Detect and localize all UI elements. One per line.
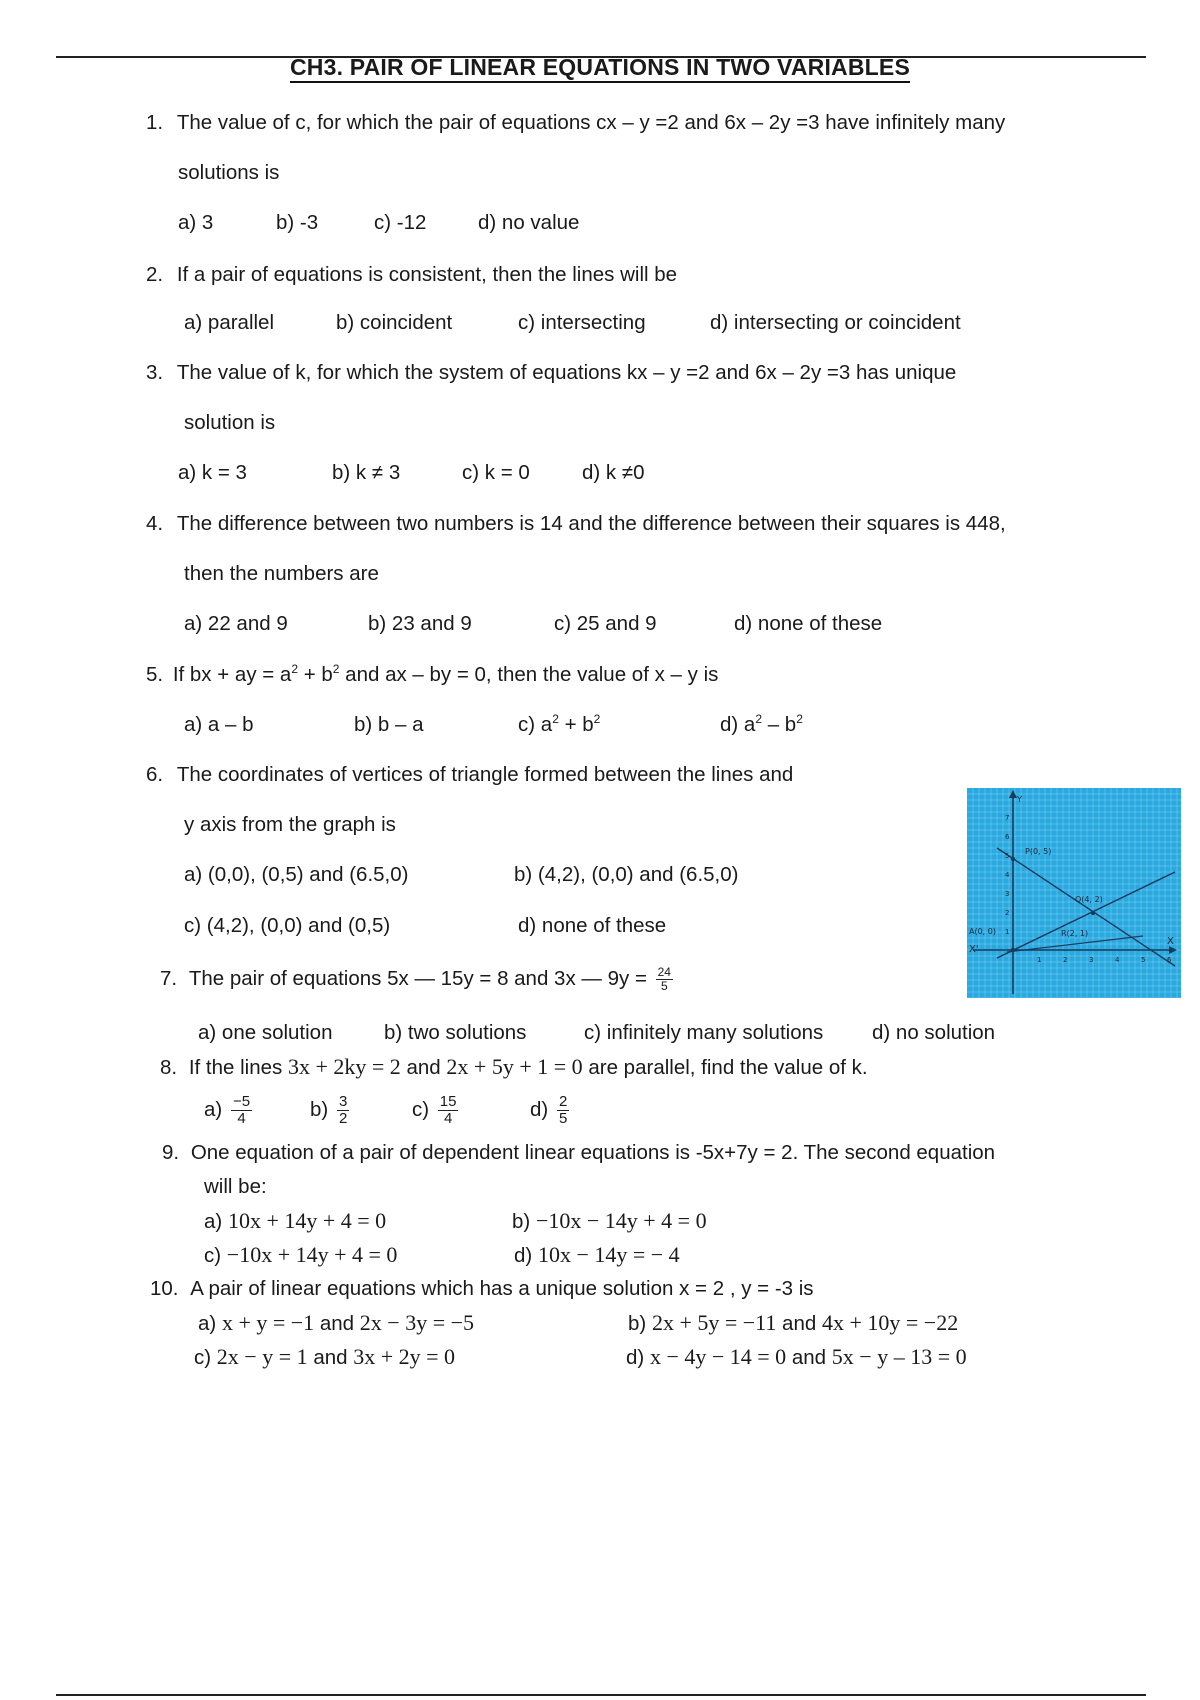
q8-option-c[interactable] bbox=[412, 1094, 458, 1127]
q7-option-c[interactable]: c) infinitely many solutions bbox=[584, 1021, 824, 1044]
q5-option-c-pre: c) a bbox=[518, 713, 553, 736]
q4-text bbox=[146, 511, 1006, 537]
q3-number: 3. bbox=[146, 361, 164, 384]
q2-line1: If a pair of equations is consistent, then the lines will be bbox=[176, 263, 678, 286]
graph-label-x-prime: X' bbox=[969, 944, 979, 955]
q9-option-a-label: a) bbox=[204, 1210, 223, 1233]
q8-post: are parallel, find the value of k. bbox=[588, 1056, 868, 1079]
q8-number: 8. bbox=[160, 1056, 178, 1079]
graph-x-tick-label: 6 bbox=[1167, 956, 1172, 964]
q8-option-a-num: −5 bbox=[232, 1093, 251, 1110]
q10-option-c-label: c) bbox=[194, 1346, 212, 1369]
q2-text bbox=[146, 262, 677, 288]
q9-option-d-label: d) bbox=[514, 1244, 533, 1267]
q9-line2: will be: bbox=[204, 1175, 267, 1198]
q8-option-d-num: 2 bbox=[558, 1093, 568, 1110]
q9-option-b-eq: −10x − 14y + 4 = 0 bbox=[535, 1208, 707, 1233]
graph-x-tick-label: 3 bbox=[1089, 956, 1094, 964]
q7-fraction-num: 24 bbox=[657, 965, 671, 980]
q1-option-c[interactable]: c) -12 bbox=[374, 211, 427, 234]
q2-number: 2. bbox=[146, 263, 164, 286]
q2-option-c[interactable]: c) intersecting bbox=[518, 311, 646, 334]
q8-option-b-frac bbox=[337, 1094, 349, 1127]
graph-y-tick-label: 2 bbox=[1005, 909, 1010, 917]
q2-option-a[interactable]: a) parallel bbox=[184, 311, 275, 334]
q9-number: 9. bbox=[162, 1141, 180, 1164]
graph-x-tick-label: 5 bbox=[1141, 956, 1146, 964]
q10-line1: A pair of linear equations which has a unique solution x = 2 , y = -3 is bbox=[190, 1277, 814, 1300]
q10-option-a-eq2: 2x − 3y = −5 bbox=[359, 1310, 475, 1335]
q10-option-d-label: d) bbox=[626, 1346, 645, 1369]
q8-text bbox=[160, 1054, 868, 1081]
q9-option-d[interactable] bbox=[514, 1242, 680, 1269]
q8-option-d[interactable] bbox=[530, 1094, 569, 1127]
q6-graph bbox=[967, 788, 1181, 998]
q4-option-b[interactable]: b) 23 and 9 bbox=[368, 612, 472, 635]
graph-label-y: Y bbox=[1017, 795, 1022, 804]
q5-post: and ax – by = 0, then the value of x – y is bbox=[339, 663, 719, 686]
q7-option-a[interactable]: a) one solution bbox=[198, 1021, 333, 1044]
q5-option-d-sup2: 2 bbox=[796, 712, 803, 726]
q9-option-a[interactable] bbox=[204, 1208, 386, 1235]
q10-option-c-eq2: 3x + 2y = 0 bbox=[353, 1344, 456, 1369]
bottom-rule bbox=[56, 1694, 1146, 1696]
q3-option-c[interactable]: c) k = 0 bbox=[462, 461, 530, 484]
q8-option-c-den: 4 bbox=[443, 1110, 453, 1127]
q10-option-a-label: a) bbox=[198, 1312, 217, 1335]
q7-option-b[interactable]: b) two solutions bbox=[384, 1021, 527, 1044]
q10-option-b-eq2: 4x + 10y = −22 bbox=[821, 1310, 959, 1335]
q6-option-b[interactable]: b) (4,2), (0,0) and (6.5,0) bbox=[514, 863, 739, 886]
q8-option-c-label: c) bbox=[412, 1097, 430, 1121]
q2-option-d[interactable]: d) intersecting or coincident bbox=[710, 311, 961, 334]
q10-option-d[interactable] bbox=[626, 1344, 967, 1371]
q10-option-a[interactable] bbox=[198, 1310, 474, 1337]
q6-line1: The coordinates of vertices of triangle formed between the lines and bbox=[176, 763, 794, 786]
q10-option-b-eq1: 2x + 5y = −11 bbox=[651, 1310, 777, 1335]
q5-sup2: 2 bbox=[332, 662, 340, 676]
q5-option-c[interactable] bbox=[518, 712, 600, 738]
q9-option-d-eq: 10x − 14y = − 4 bbox=[537, 1242, 680, 1267]
q10-option-d-eq2: 5x − y – 13 = 0 bbox=[831, 1344, 967, 1369]
q5-mid: + b bbox=[298, 663, 333, 686]
q4-option-a[interactable]: a) 22 and 9 bbox=[184, 612, 288, 635]
q9-option-a-eq: 10x + 14y + 4 = 0 bbox=[227, 1208, 387, 1233]
graph-x-tick-label: 4 bbox=[1115, 956, 1120, 964]
q5-option-d-mid: – b bbox=[762, 713, 797, 736]
q4-line1: The difference between two numbers is 14 and the difference between their squares is 448, bbox=[176, 512, 1006, 535]
q10-option-d-eq1: x − 4y − 14 = 0 bbox=[649, 1344, 787, 1369]
q4-option-c[interactable]: c) 25 and 9 bbox=[554, 612, 657, 635]
q8-option-d-den: 5 bbox=[558, 1110, 568, 1127]
page-title: CH3. PAIR OF LINEAR EQUATIONS IN TWO VARIABLES bbox=[0, 54, 1200, 81]
q9-option-c-label: c) bbox=[204, 1244, 222, 1267]
q8-option-a-label: a) bbox=[204, 1097, 223, 1121]
q9-option-b[interactable] bbox=[512, 1208, 707, 1235]
graph-background bbox=[967, 788, 1181, 998]
graph-x-tick-label: 1 bbox=[1037, 956, 1042, 964]
q10-number: 10. bbox=[150, 1277, 179, 1300]
q5-option-d-sup1: 2 bbox=[755, 712, 763, 726]
q5-option-c-sup2: 2 bbox=[593, 712, 601, 726]
graph-label-x: X bbox=[1167, 936, 1174, 947]
q9-option-b-label: b) bbox=[512, 1210, 531, 1233]
q10-option-c[interactable] bbox=[194, 1344, 455, 1371]
q7-text bbox=[160, 966, 673, 993]
q7-number: 7. bbox=[160, 967, 178, 990]
graph-point-a bbox=[1011, 948, 1015, 952]
q1-option-b[interactable]: b) -3 bbox=[276, 211, 319, 234]
q1-line2: solutions is bbox=[178, 161, 280, 184]
q5-option-c-mid: + b bbox=[558, 713, 594, 736]
q8-option-c-frac bbox=[438, 1094, 459, 1127]
q6-text bbox=[146, 762, 793, 788]
q3-option-a[interactable]: a) k = 3 bbox=[178, 461, 247, 484]
q10-option-a-eq1: x + y = −1 bbox=[221, 1310, 315, 1335]
graph-y-tick-label: 6 bbox=[1005, 833, 1010, 841]
q10-option-b[interactable] bbox=[628, 1310, 958, 1337]
q3-text bbox=[146, 360, 956, 386]
graph-label-q: Q(4, 2) bbox=[1075, 895, 1103, 904]
q1-number: 1. bbox=[146, 111, 164, 134]
q5-option-d-pre: d) a bbox=[720, 713, 756, 736]
q3-line2: solution is bbox=[184, 411, 276, 434]
q8-pre: If the lines bbox=[188, 1056, 283, 1079]
q6-option-d[interactable]: d) none of these bbox=[518, 914, 667, 937]
q5-option-d[interactable] bbox=[720, 712, 803, 738]
graph-label-p: P(0, 5) bbox=[1025, 847, 1052, 856]
q5-pre: If bx + ay = a bbox=[172, 663, 292, 686]
graph-point-p bbox=[1011, 857, 1015, 861]
q5-option-b[interactable]: b) b – a bbox=[354, 713, 424, 736]
q6-option-a[interactable]: a) (0,0), (0,5) and (6.5,0) bbox=[184, 863, 409, 886]
q1-text bbox=[146, 110, 1005, 136]
q4-number: 4. bbox=[146, 512, 164, 535]
q6-option-c[interactable]: c) (4,2), (0,0) and (0,5) bbox=[184, 914, 391, 937]
q9-text bbox=[162, 1140, 995, 1166]
q10-option-b-and: and bbox=[782, 1312, 817, 1335]
q8-option-a-den: 4 bbox=[237, 1110, 246, 1127]
graph-y-tick-label: 3 bbox=[1005, 890, 1010, 898]
graph-label-r: R(2, 1) bbox=[1061, 929, 1089, 938]
q7-fraction-den: 5 bbox=[660, 979, 668, 994]
q8-option-d-label: d) bbox=[530, 1097, 549, 1121]
q8-option-b-den: 2 bbox=[338, 1110, 348, 1127]
q5-sup1: 2 bbox=[291, 662, 299, 676]
q8-option-a[interactable] bbox=[204, 1094, 252, 1127]
graph-y-tick-label: 4 bbox=[1005, 871, 1010, 879]
q6-number: 6. bbox=[146, 763, 164, 786]
q8-and: and bbox=[406, 1056, 441, 1079]
q10-option-a-and: and bbox=[319, 1312, 355, 1335]
q8-option-c-num: 15 bbox=[439, 1093, 457, 1110]
q1-line1: The value of c, for which the pair of equations cx – y =2 and 6x – 2y =3 have infinitely many bbox=[176, 111, 1006, 134]
q8-eq1: 3x + 2ky = 2 bbox=[287, 1054, 401, 1079]
q8-option-b[interactable] bbox=[310, 1094, 349, 1127]
q10-option-d-and: and bbox=[791, 1346, 827, 1369]
q8-option-a-frac bbox=[231, 1094, 252, 1127]
q5-number: 5. bbox=[146, 663, 164, 686]
q7-fraction bbox=[656, 966, 673, 993]
graph-x-tick-label: 2 bbox=[1063, 956, 1068, 964]
graph-y-tick-label: 1 bbox=[1005, 928, 1010, 936]
q3-line1: The value of k, for which the system of equations kx – y =2 and 6x – 2y =3 has unique bbox=[176, 361, 957, 384]
q7-option-d[interactable]: d) no solution bbox=[872, 1021, 996, 1044]
q10-option-b-label: b) bbox=[628, 1312, 647, 1335]
q4-line2: then the numbers are bbox=[184, 562, 379, 585]
q5-option-a[interactable]: a) a – b bbox=[184, 713, 254, 736]
graph-y-tick-label: 5 bbox=[1005, 852, 1010, 860]
q9-option-c[interactable] bbox=[204, 1242, 397, 1269]
q9-option-c-eq: −10x + 14y + 4 = 0 bbox=[226, 1242, 398, 1267]
q1-option-d[interactable]: d) no value bbox=[478, 211, 580, 234]
q5-option-c-sup1: 2 bbox=[552, 712, 559, 726]
q3-option-b[interactable]: b) k ≠ 3 bbox=[332, 461, 401, 484]
q2-option-b[interactable]: b) coincident bbox=[336, 311, 453, 334]
q10-option-c-and: and bbox=[313, 1346, 348, 1369]
q8-option-b-label: b) bbox=[310, 1097, 329, 1121]
q4-option-d[interactable]: d) none of these bbox=[734, 612, 883, 635]
graph-label-a: A(0, 0) bbox=[969, 927, 996, 936]
q8-option-d-frac bbox=[557, 1094, 569, 1127]
q9-line1: One equation of a pair of dependent linear equations is -5x+7y = 2. The second equation bbox=[190, 1141, 996, 1164]
q10-text bbox=[150, 1276, 814, 1302]
q3-option-d[interactable]: d) k ≠0 bbox=[582, 461, 645, 484]
q8-option-b-num: 3 bbox=[338, 1093, 348, 1110]
graph-point-q bbox=[1091, 911, 1095, 915]
graph-y-tick-label: 7 bbox=[1005, 814, 1010, 822]
q8-eq2: 2x + 5y + 1 = 0 bbox=[446, 1054, 583, 1079]
q1-option-a[interactable]: a) 3 bbox=[178, 211, 214, 234]
q7-pre: The pair of equations 5x — 15y = 8 and 3x — 9y = bbox=[188, 967, 647, 990]
q10-option-c-eq1: 2x − y = 1 bbox=[216, 1344, 308, 1369]
q6-line2: y axis from the graph is bbox=[184, 813, 396, 836]
q5-text bbox=[146, 662, 718, 688]
